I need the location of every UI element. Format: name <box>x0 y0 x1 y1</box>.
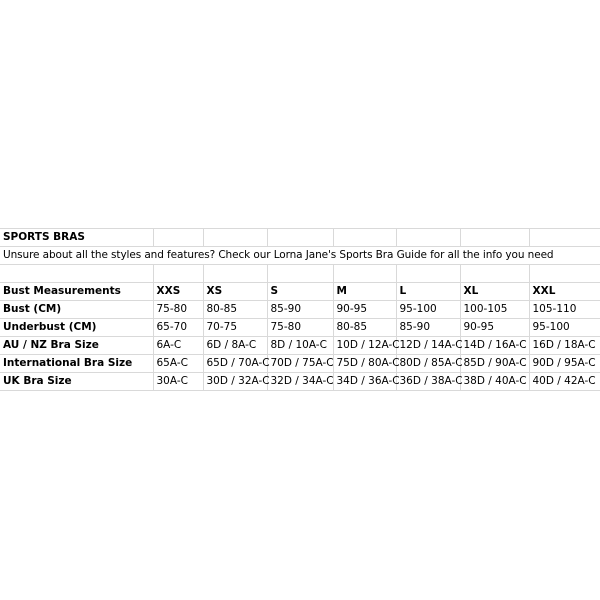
table-cell: 75-80 <box>267 319 333 337</box>
row-label: AU / NZ Bra Size <box>0 337 153 355</box>
header-label: Bust Measurements <box>0 283 153 301</box>
table-cell: 6A-C <box>153 337 203 355</box>
table-cell: 95-100 <box>396 301 460 319</box>
row-label: Underbust (CM) <box>0 319 153 337</box>
table-cell: 14D / 16A-C <box>460 337 529 355</box>
table-cell: 65A-C <box>153 355 203 373</box>
table-cell: 12D / 14A-C <box>396 337 460 355</box>
table-cell: 95-100 <box>529 319 600 337</box>
table-cell: 90-95 <box>333 301 396 319</box>
size-chart-sheet <box>0 228 600 391</box>
table-cell: 30A-C <box>153 373 203 391</box>
size-header-cell: L <box>396 283 460 301</box>
size-header-cell: XL <box>460 283 529 301</box>
guide-row <box>0 247 600 265</box>
table-cell: 38D / 40A-C <box>460 373 529 391</box>
table-cell: 105-110 <box>529 301 600 319</box>
row-label: UK Bra Size <box>0 373 153 391</box>
size-header-cell: XXS <box>153 283 203 301</box>
table-cell: 100-105 <box>460 301 529 319</box>
table-cell: 75D / 80A-C <box>333 355 396 373</box>
table-cell: 75-80 <box>153 301 203 319</box>
table-cell: 10D / 12A-C <box>333 337 396 355</box>
table-cell: 30D / 32A-C <box>203 373 267 391</box>
spacer-row <box>0 265 600 283</box>
size-header-row <box>0 283 600 301</box>
table-cell: 65D / 70A-C <box>203 355 267 373</box>
table-row <box>0 355 600 373</box>
table-cell: 36D / 38A-C <box>396 373 460 391</box>
table-row <box>0 337 600 355</box>
table-cell: 90D / 95A-C <box>529 355 600 373</box>
row-label: Bust (CM) <box>0 301 153 319</box>
row-label: International Bra Size <box>0 355 153 373</box>
title-row <box>0 229 600 247</box>
table-cell: 80D / 85A-C <box>396 355 460 373</box>
table-cell: 80-85 <box>333 319 396 337</box>
table-cell: 8D / 10A-C <box>267 337 333 355</box>
table-cell: 90-95 <box>460 319 529 337</box>
table-cell: 40D / 42A-C <box>529 373 600 391</box>
guide-text: Unsure about all the styles and features? Check our Lorna Jane's Sports Bra Guide for all the info you need <box>0 247 600 265</box>
table-cell: 85D / 90A-C <box>460 355 529 373</box>
table-cell: 65-70 <box>153 319 203 337</box>
table-cell: 80-85 <box>203 301 267 319</box>
table-row <box>0 373 600 391</box>
table-cell: 6D / 8A-C <box>203 337 267 355</box>
size-header-cell: M <box>333 283 396 301</box>
size-header-cell: XS <box>203 283 267 301</box>
table-cell: 16D / 18A-C <box>529 337 600 355</box>
table-cell: 85-90 <box>267 301 333 319</box>
table-cell: 32D / 34A-C <box>267 373 333 391</box>
table-cell: 85-90 <box>396 319 460 337</box>
table-row <box>0 301 600 319</box>
table-cell: 34D / 36A-C <box>333 373 396 391</box>
table-cell: 70-75 <box>203 319 267 337</box>
table-row <box>0 319 600 337</box>
size-header-cell: XXL <box>529 283 600 301</box>
section-title: SPORTS BRAS <box>0 229 153 247</box>
size-header-cell: S <box>267 283 333 301</box>
table-cell: 70D / 75A-C <box>267 355 333 373</box>
